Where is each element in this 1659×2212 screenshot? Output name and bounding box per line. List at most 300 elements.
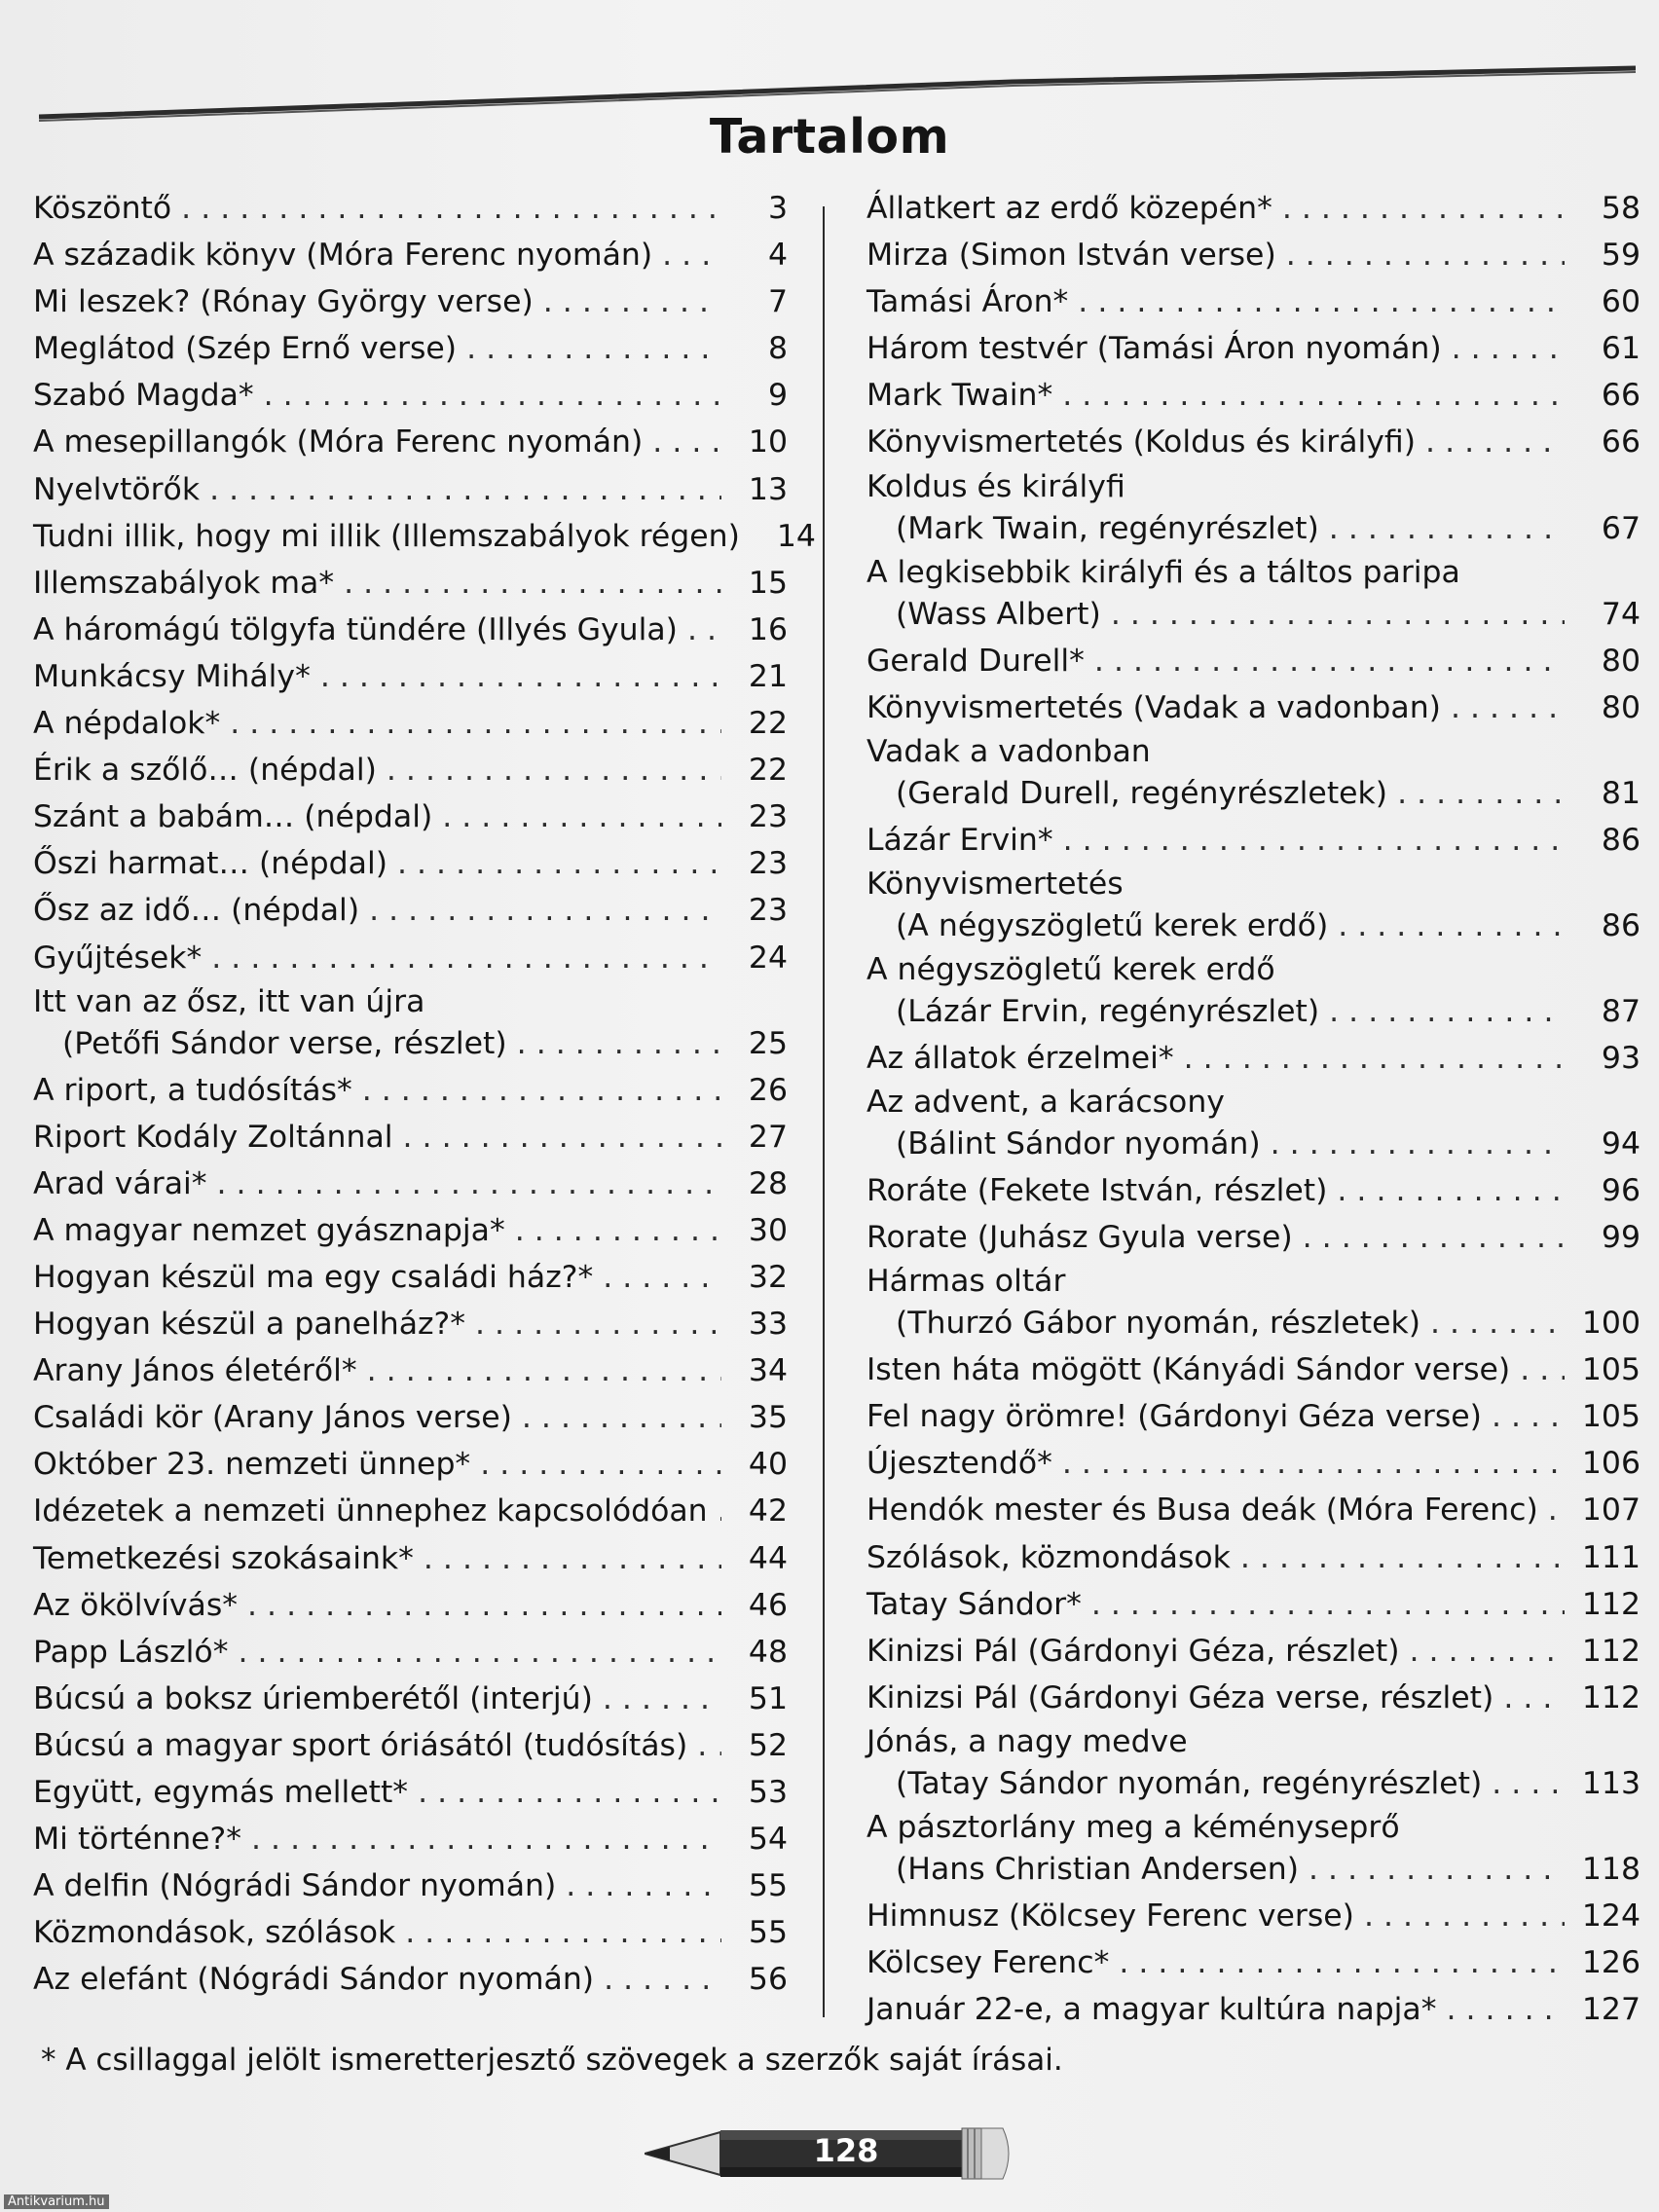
toc-entry-page: 48	[748, 1634, 788, 1670]
toc-entry	[33, 1722, 788, 1769]
toc-entry-row	[33, 700, 788, 747]
toc-entry-page: 66	[1601, 424, 1641, 461]
toc-entry-page: 87	[1601, 993, 1641, 1029]
toc-entry-row	[866, 1581, 1641, 1628]
toc-entry	[33, 607, 788, 653]
toc-entry-page: 105	[1581, 1399, 1641, 1435]
toc-entry-page: 3	[767, 191, 788, 226]
dot-leader	[1303, 1214, 1565, 1261]
toc-entry-title: (A négyszögletű kerek erdő)	[896, 907, 1329, 943]
toc-entry-row	[33, 1862, 788, 1909]
toc-entry	[33, 1956, 788, 2003]
toc-entry	[33, 793, 788, 840]
toc-entry	[33, 653, 788, 700]
toc-entry-title: (Bálint Sándor nyomán)	[896, 1125, 1261, 1161]
toc-entry-row	[33, 607, 788, 653]
toc-entry-page: 60	[1601, 284, 1641, 320]
toc-entry	[866, 1534, 1641, 1581]
toc-entry-page: 74	[1601, 596, 1641, 632]
toc-entry-title: Roráte (Fekete István, részlet)	[866, 1172, 1328, 1208]
toc-entry	[33, 1207, 788, 1254]
toc-entry-title: Hogyan készül a panelház?*	[33, 1307, 466, 1343]
toc-entry-row	[866, 1214, 1641, 1261]
toc-entry-row	[866, 1675, 1641, 1721]
toc-entry-page: 81	[1601, 775, 1641, 811]
toc-entry-title: A delfin (Nógrádi Sándor nyomán)	[33, 1868, 557, 1904]
toc-entry-page: 23	[748, 799, 788, 835]
dot-leader	[1282, 185, 1565, 232]
toc-entry-page: 8	[767, 331, 788, 367]
toc-entry-row	[33, 185, 788, 232]
toc-entry-page: 30	[748, 1212, 788, 1248]
toc-entry-page: 106	[1581, 1446, 1641, 1482]
toc-entry-page: 4	[767, 238, 788, 274]
toc-entry	[866, 1167, 1641, 1214]
toc-entry-page: 80	[1601, 689, 1641, 725]
toc-entry-row	[866, 419, 1641, 465]
toc-entry	[33, 185, 788, 232]
toc-entry-title-line: Itt van az ősz, itt van újra	[33, 983, 425, 1019]
toc-entry-page: 14	[776, 518, 816, 554]
dot-leader	[466, 325, 721, 372]
toc-entry-page: 32	[748, 1259, 788, 1295]
dot-leader	[1338, 904, 1565, 947]
toc-entry-title: Az ökölvívás*	[33, 1587, 239, 1623]
dot-leader	[344, 560, 721, 607]
toc-entry	[866, 466, 1641, 552]
toc-entry-row	[33, 1207, 788, 1254]
toc-entry-row	[866, 1986, 1641, 2033]
toc-entry-row	[866, 1440, 1641, 1487]
dot-leader	[697, 1722, 721, 1769]
toc-entry-title: A magyar nemzet gyásznapja*	[33, 1212, 505, 1248]
toc-entry-row	[33, 1488, 788, 1534]
dot-leader	[1094, 638, 1565, 684]
toc-entry-page: 40	[748, 1447, 788, 1483]
dot-leader	[320, 653, 721, 700]
toc-entry-title: Idézetek a nemzeti ünnephez kapcsolódóan	[33, 1493, 708, 1530]
dot-leader	[522, 1394, 721, 1441]
toc-entry-title: A mesepillangók (Móra Ferenc nyomán)	[33, 424, 644, 461]
toc-entry-row	[33, 1394, 788, 1441]
toc-entry-row	[866, 325, 1641, 372]
toc-entry	[33, 1769, 788, 1816]
toc-entry	[33, 935, 788, 981]
toc-entry	[866, 232, 1641, 278]
toc-entry-row	[33, 1535, 788, 1582]
toc-entry-page: 94	[1601, 1125, 1641, 1161]
toc-entry-title: Közmondások, szólások	[33, 1915, 396, 1951]
toc-entry-title-line: A pásztorlány meg a kéményseprő	[866, 1809, 1400, 1845]
dot-leader	[251, 1816, 721, 1862]
toc-entry	[33, 1254, 788, 1301]
toc-entry-row	[33, 1301, 788, 1347]
toc-entry-title: Hogyan készül ma egy családi ház?*	[33, 1259, 594, 1295]
toc-entry	[866, 552, 1641, 638]
dot-leader	[603, 1254, 721, 1301]
toc-entry-row	[866, 1762, 1641, 1805]
toc-entry-title: (Tatay Sándor nyomán, regényrészlet)	[896, 1765, 1483, 1801]
dot-leader	[566, 1862, 721, 1909]
toc-entry-page: 66	[1601, 378, 1641, 414]
toc-entry-page: 113	[1581, 1765, 1641, 1801]
toc-entry-page: 42	[748, 1493, 788, 1530]
dot-leader	[1111, 593, 1565, 636]
toc-entry-title-line: Az advent, a karácsony	[866, 1084, 1225, 1120]
toc-entry-title: (Mark Twain, regényrészlet)	[896, 510, 1319, 546]
toc-entry-title: (Gerald Durell, regényrészletek)	[896, 775, 1388, 811]
dot-leader	[1184, 1035, 1565, 1082]
dot-leader	[1410, 1628, 1565, 1675]
dot-leader	[442, 793, 721, 840]
dot-leader	[387, 747, 721, 793]
toc-entry-title: Riport Kodály Zoltánnal	[33, 1119, 393, 1155]
dot-leader	[1119, 1939, 1565, 1986]
dot-leader	[1492, 1393, 1565, 1440]
page-title: Tartalom	[709, 109, 950, 165]
toc-entry-title: Köszöntő	[33, 191, 172, 226]
toc-entry	[33, 1862, 788, 1909]
toc-entry-row	[33, 466, 788, 513]
toc-entry-title: (Hans Christian Andersen)	[896, 1851, 1300, 1887]
toc-entry-title: Arany János életéről*	[33, 1353, 357, 1389]
toc-entry-title: Munkácsy Mihály*	[33, 658, 311, 694]
toc-entry-row	[866, 772, 1641, 815]
toc-entry	[33, 1394, 788, 1441]
toc-entry-row	[33, 747, 788, 793]
toc-entry-title: Hendók mester és Busa deák (Móra Ferenc)	[866, 1493, 1538, 1529]
toc-entry	[33, 887, 788, 934]
toc-entry	[866, 1261, 1641, 1346]
toc-entry-page: 100	[1581, 1306, 1641, 1342]
dot-leader	[652, 419, 721, 465]
toc-entry-row	[33, 278, 788, 325]
toc-entry-title: Tudni illik, hogy mi illik (Illemszabályok régen)	[33, 518, 740, 554]
toc-entry-row	[866, 638, 1641, 684]
toc-entry	[33, 278, 788, 325]
toc-entry-page: 46	[748, 1587, 788, 1623]
toc-entry-row	[33, 372, 788, 419]
dot-leader	[1364, 1893, 1565, 1939]
toc-entry-title-line: A legkisebbik királyfi és a táltos paripa	[866, 554, 1460, 590]
toc-entry-page: 21	[748, 658, 788, 694]
toc-entry	[866, 278, 1641, 325]
toc-entry-page: 112	[1581, 1633, 1641, 1669]
toc-entry-title: Szabó Magda*	[33, 378, 254, 414]
toc-entry-page: 107	[1581, 1493, 1641, 1529]
toc-entry-page: 118	[1581, 1851, 1641, 1887]
toc-entry-row	[866, 232, 1641, 278]
dot-leader	[480, 1441, 721, 1488]
toc-entry-row	[33, 1067, 788, 1114]
toc-entry-row	[866, 507, 1641, 550]
toc-entry-page: 93	[1601, 1040, 1641, 1076]
toc-entry-title: Himnusz (Kölcsey Ferenc verse)	[866, 1898, 1354, 1934]
toc-entry-row	[33, 1722, 788, 1769]
toc-entry-page: 27	[748, 1119, 788, 1155]
dot-leader	[238, 1629, 721, 1676]
toc-entry-page: 26	[748, 1072, 788, 1108]
dot-leader	[718, 1488, 721, 1534]
dot-leader	[1240, 1534, 1565, 1581]
toc-entry-title: Őszi harmat… (népdal)	[33, 846, 387, 882]
toc-entry-page: 35	[748, 1400, 788, 1436]
toc-entry	[866, 817, 1641, 864]
dot-leader	[405, 1909, 721, 1956]
toc-entry-title: Gyűjtések*	[33, 940, 203, 976]
dot-leader	[369, 887, 721, 934]
toc-entry-title: Mi történne?*	[33, 1822, 242, 1858]
toc-entry	[866, 1721, 1641, 1807]
dot-leader	[397, 840, 721, 887]
toc-entry	[33, 1067, 788, 1114]
dot-leader	[1430, 1302, 1565, 1345]
toc-entry-row	[866, 593, 1641, 636]
toc-entry	[866, 731, 1641, 817]
dot-leader	[403, 1114, 721, 1161]
toc-entry	[866, 1893, 1641, 1939]
toc-entry-row	[866, 904, 1641, 947]
dot-leader	[217, 1161, 721, 1207]
dot-leader	[418, 1769, 721, 1816]
toc-entry	[866, 1487, 1641, 1533]
toc-entry	[33, 1441, 788, 1488]
toc-entry-title: Búcsú a boksz úriemberétől (interjú)	[33, 1680, 593, 1716]
toc-entry	[866, 1807, 1641, 1893]
toc-entry-row	[33, 513, 816, 560]
toc-entry-row	[866, 1848, 1641, 1891]
toc-entry	[866, 864, 1641, 949]
toc-entry	[866, 638, 1641, 684]
dot-leader	[264, 372, 721, 419]
toc-entry	[33, 981, 788, 1067]
toc-entry	[33, 1582, 788, 1629]
toc-entry-title-line: Könyvismertetés	[866, 866, 1124, 902]
toc-entry-title: Búcsú a magyar sport óriásától (tudósítás)	[33, 1727, 688, 1763]
toc-entry-title: A népdalok*	[33, 706, 221, 742]
toc-entry-row	[866, 1346, 1641, 1393]
toc-entry	[866, 419, 1641, 465]
toc-entry-page: 13	[748, 471, 788, 507]
toc-entry-page: 126	[1581, 1944, 1641, 1980]
dot-leader	[517, 1022, 721, 1065]
toc-entry	[866, 1675, 1641, 1721]
toc-entry-page: 67	[1601, 510, 1641, 546]
toc-left-column	[33, 185, 816, 2003]
toc-entry-page: 23	[748, 893, 788, 929]
footnote: * A csillaggal jelölt ismeretterjesztő szövegek a szerzők saját írásai.	[41, 2043, 1063, 2078]
dot-leader	[1309, 1848, 1565, 1891]
dot-leader	[1337, 1167, 1565, 1214]
toc-entry-page: 55	[748, 1868, 788, 1904]
dot-leader	[1062, 1440, 1565, 1487]
toc-entry-title: (Lázár Ervin, regényrészlet)	[896, 993, 1320, 1029]
toc-entry-title: Állatkert az erdő közepén*	[866, 191, 1272, 226]
toc-entry-title: Mirza (Simon István verse)	[866, 238, 1276, 274]
toc-entry-title-line: Koldus és királyfi	[866, 468, 1125, 504]
toc-entry-title: Mi leszek? (Rónay György verse)	[33, 284, 534, 320]
toc-entry	[33, 419, 788, 465]
watermark-label: Antikvarium.hu	[4, 2194, 109, 2209]
toc-entry	[33, 1301, 788, 1347]
toc-entry-title-line: A négyszögletű kerek erdő	[866, 951, 1275, 987]
toc-entry-page: 58	[1601, 191, 1641, 226]
toc-entry-page: 54	[748, 1822, 788, 1858]
toc-entry-title: Nyelvtörők	[33, 471, 201, 507]
toc-entry	[33, 1347, 788, 1394]
toc-entry-title: Meglátod (Szép Ernő verse)	[33, 331, 458, 367]
toc-entry-row	[33, 653, 788, 700]
toc-entry-row	[33, 793, 788, 840]
toc-entry	[866, 949, 1641, 1035]
toc-entry-page: 112	[1581, 1679, 1641, 1715]
toc-entry	[866, 684, 1641, 731]
toc-right-column	[866, 185, 1641, 2033]
toc-entry-page: 52	[748, 1727, 788, 1763]
page-number: 128	[813, 2132, 879, 2169]
toc-entry-page: 51	[748, 1680, 788, 1716]
toc-entry	[866, 1986, 1641, 2033]
toc-entry-row	[866, 278, 1641, 325]
toc-entry-row	[33, 1347, 788, 1394]
toc-entry-title: Rorate (Juhász Gyula verse)	[866, 1220, 1293, 1256]
dot-leader	[1397, 772, 1565, 815]
toc-entry-page: 105	[1581, 1352, 1641, 1388]
toc-entry-row	[866, 990, 1641, 1033]
toc-entry	[33, 1161, 788, 1207]
dot-leader	[1548, 1487, 1565, 1533]
dot-leader	[230, 700, 721, 747]
toc-entry	[866, 325, 1641, 372]
toc-entry-row	[33, 1909, 788, 1956]
toc-entry-row	[866, 1893, 1641, 1939]
dot-leader	[247, 1582, 721, 1629]
toc-entry-page: 86	[1601, 907, 1641, 943]
toc-entry-title: Temetkezési szokásaink*	[33, 1540, 414, 1576]
toc-entry-page: 7	[767, 284, 788, 320]
toc-entry-row	[33, 1254, 788, 1301]
dot-leader	[362, 1067, 721, 1114]
dot-leader	[1062, 372, 1565, 419]
toc-entry-page: 99	[1601, 1220, 1641, 1256]
toc-entry-row	[33, 1022, 788, 1065]
toc-entry-row	[866, 1035, 1641, 1082]
dot-leader	[181, 185, 721, 232]
toc-entry-row	[866, 1534, 1641, 1581]
toc-entry	[33, 1488, 788, 1534]
toc-entry	[33, 513, 816, 560]
dot-leader	[1329, 990, 1565, 1033]
toc-entry-row	[866, 1123, 1641, 1165]
dot-leader	[1451, 684, 1565, 731]
toc-entry-row	[33, 935, 788, 981]
dot-leader	[604, 1956, 721, 2003]
toc-entry-title: (Petőfi Sándor verse, részlet)	[62, 1025, 507, 1061]
toc-entry	[33, 1629, 788, 1676]
dot-leader	[662, 232, 721, 278]
toc-entry-page: 112	[1581, 1586, 1641, 1622]
toc-entry-row	[33, 419, 788, 465]
toc-entry-title: Érik a szőlő… (népdal)	[33, 753, 377, 789]
toc-entry-row	[866, 1487, 1641, 1533]
dot-leader	[1063, 817, 1565, 864]
toc-entry-title: Ősz az idő… (népdal)	[33, 893, 360, 929]
toc-entry-row	[33, 840, 788, 887]
toc-entry-page: 28	[748, 1165, 788, 1201]
toc-entry-row	[33, 232, 788, 278]
dot-leader	[1078, 278, 1565, 325]
dot-leader	[1091, 1581, 1565, 1628]
toc-entry-page: 127	[1581, 1992, 1641, 2028]
dot-leader	[687, 607, 721, 653]
toc-entry-title: Október 23. nemzeti ünnep*	[33, 1447, 471, 1483]
toc-entry-title: Újesztendő*	[866, 1446, 1052, 1482]
toc-entry-page: 86	[1601, 822, 1641, 858]
toc-entry-row	[866, 817, 1641, 864]
toc-entry-page: 9	[767, 378, 788, 414]
toc-entry-title: Papp László*	[33, 1634, 229, 1670]
toc-entry-title: (Wass Albert)	[896, 596, 1101, 632]
toc-entry	[33, 747, 788, 793]
toc-entry	[866, 1214, 1641, 1261]
toc-entry-page: 23	[748, 846, 788, 882]
toc-entry-page: 61	[1601, 331, 1641, 367]
toc-entry-page: 96	[1601, 1172, 1641, 1208]
toc-entry-row	[33, 1816, 788, 1862]
toc-entry-row	[33, 325, 788, 372]
toc-entry	[866, 372, 1641, 419]
dot-leader	[475, 1301, 721, 1347]
toc-entry	[33, 1535, 788, 1582]
toc-entry	[33, 840, 788, 887]
toc-entry-page: 22	[748, 706, 788, 742]
toc-entry-row	[866, 372, 1641, 419]
toc-entry-page: 59	[1601, 238, 1641, 274]
toc-entry-page: 124	[1581, 1898, 1641, 1934]
toc-entry-title-line: Jónás, a nagy medve	[866, 1723, 1188, 1759]
toc-entry-title: Mark Twain*	[866, 378, 1053, 414]
toc-entry-row	[866, 185, 1641, 232]
toc-entry-title: Kinizsi Pál (Gárdonyi Géza verse, részlet)	[866, 1679, 1494, 1715]
toc-entry-row	[33, 1956, 788, 2003]
dot-leader	[209, 466, 721, 513]
toc-entry	[33, 1676, 788, 1722]
toc-entry-title: A századik könyv (Móra Ferenc nyomán)	[33, 238, 653, 274]
toc-entry-page: 33	[748, 1307, 788, 1343]
toc-entry-page: 111	[1581, 1539, 1641, 1575]
toc-entry-page: 15	[748, 565, 788, 601]
toc-entry-page: 16	[748, 611, 788, 647]
toc-entry-page: 55	[748, 1915, 788, 1951]
toc-entry	[866, 1628, 1641, 1675]
toc-entry-row	[33, 1582, 788, 1629]
toc-entry	[33, 1909, 788, 1956]
toc-entry-page: 22	[748, 753, 788, 789]
toc-entry-title: Családi kör (Arany János verse)	[33, 1400, 512, 1436]
toc-entry-row	[33, 1676, 788, 1722]
toc-entry-row	[866, 1628, 1641, 1675]
toc-entry-page: 80	[1601, 643, 1641, 679]
toc-entry-row	[33, 560, 788, 607]
toc-entry-title: Könyvismertetés (Koldus és királyfi)	[866, 424, 1417, 461]
dot-leader	[1286, 232, 1565, 278]
toc-entry-row	[866, 1302, 1641, 1345]
toc-entry	[33, 232, 788, 278]
toc-entry-row	[33, 1629, 788, 1676]
toc-entry-page: 56	[748, 1962, 788, 1998]
toc-entry-title: Arad várai*	[33, 1165, 207, 1201]
toc-entry-page: 25	[748, 1025, 788, 1061]
